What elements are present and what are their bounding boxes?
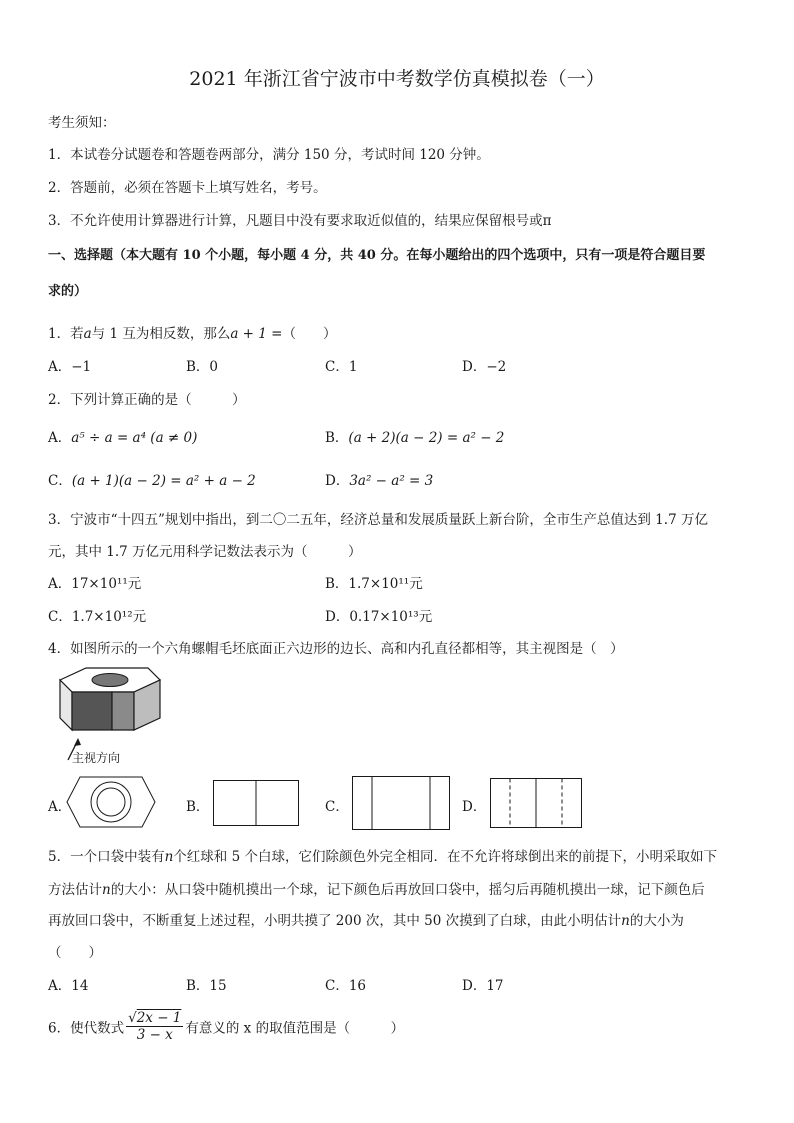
- q4-option-c-label: C．: [325, 799, 349, 815]
- q5-option-b: B．15: [186, 978, 227, 994]
- nut-side-face: [112, 692, 134, 730]
- page-title: 2021 年浙江省宁波市中考数学仿真模拟卷（一）: [189, 68, 605, 90]
- q5-option-c: C．16: [325, 978, 367, 994]
- q6-fraction-denominator: 3 − x: [136, 1027, 173, 1043]
- q2-option-c-label: C．: [48, 473, 72, 489]
- q6-suffix: 有意义的 x 的取值范围是（ ）: [185, 1020, 405, 1037]
- section-heading-line1: 一、选择题（本大题有 10 个小题，每小题 4 分，共 40 分。在每小题给出的四个选项中，只有一项是符合题目要: [48, 248, 706, 263]
- figure-label: 主视方向: [72, 751, 121, 765]
- q6-radicand: 2x − 1: [136, 1010, 182, 1026]
- q2-option-c-expr: (a + 1)(a − 2) = a² + a − 2: [71, 473, 256, 489]
- q5-var-3: n: [621, 913, 630, 929]
- q1-option-a: A．−1: [48, 359, 92, 375]
- q4-option-b-figure: [213, 780, 299, 826]
- q2-option-d-expr: 3a² − a² = 3: [349, 473, 434, 489]
- q5-option-a: A．14: [48, 978, 89, 994]
- q4-option-b-label: B．: [186, 799, 210, 815]
- q2-option-c: [48, 469, 256, 489]
- q4-option-d-label: D．: [462, 799, 487, 815]
- q5-var-1: n: [164, 849, 174, 865]
- question-3-line1: 3．宁波市“十四五”规划中指出，到二〇二五年，经济总量和发展质量跃上新台阶，全市生产总值达到 1.7 万亿: [48, 512, 708, 528]
- question-4-stem: 4．如图所示的一个六角螺帽毛坯底面正六边形的边长、高和内孔直径都相等，其主视图是（ ）: [48, 641, 624, 657]
- q1-expr: a + 1 =: [230, 326, 283, 342]
- q5-line3-b: 的大小为: [629, 913, 684, 929]
- question-5-line1: [48, 845, 717, 865]
- q3-option-c: C．1.7×10¹²元: [48, 609, 147, 625]
- question-2-stem: 2．下列计算正确的是（ ）: [48, 392, 246, 408]
- note-item-3: 3．不允许使用计算器进行计算，凡题目中没有要求取近似值的，结果应保留根号或π: [48, 213, 552, 229]
- question-5-line3: [48, 909, 684, 929]
- q2-option-a-expr: a⁵ ÷ a = a⁴ (a ≠ 0): [71, 430, 198, 446]
- q1-option-c: C．1: [325, 359, 358, 375]
- note-item-2: 2．答题前，必须在答题卡上填写姓名，考号。: [48, 180, 327, 196]
- q4-option-a-figure: [66, 774, 156, 830]
- note-item-1: 1．本试卷分试题卷和答题卷两部分，满分 150 分，考试时间 120 分钟。: [48, 147, 490, 163]
- q2-option-b: [325, 426, 504, 446]
- q1-option-d: D．−2: [462, 359, 507, 375]
- question-6: [48, 1010, 404, 1043]
- notes-heading: 考生须知：: [48, 115, 116, 131]
- question-3-line2: 元，其中 1.7 万亿元用科学记数法表示为（ ）: [48, 544, 362, 560]
- q5-line2-a: 方法估计: [48, 882, 102, 898]
- q3-option-d: D．0.17×10¹³元: [325, 609, 433, 625]
- q6-fraction: [126, 1010, 183, 1043]
- q1-paren: （ ）: [282, 326, 337, 342]
- section-heading-line2: 求的）: [48, 284, 88, 299]
- q2-option-a: [48, 426, 197, 446]
- q3-option-b: B．1.7×10¹¹元: [325, 576, 423, 592]
- nut-hole: [92, 674, 128, 687]
- q4-option-d-figure: [490, 778, 582, 828]
- q6-prefix: 6．使代数式: [48, 1020, 125, 1037]
- q5-option-d: D．17: [462, 978, 504, 994]
- question-5-line2: [48, 878, 705, 898]
- q5-line1-b: 个红球和 5 个白球，它们除颜色外完全相同．在不允许将球倒出来的前提下，小明采取如下: [173, 849, 717, 865]
- q2-option-a-label: A．: [48, 430, 72, 446]
- q5-line2-b: 的大小：从口袋中随机摸出一个球，记下颜色后再放回口袋中，摇匀后再随机摸出一球，记下颜色后: [110, 882, 705, 898]
- q2-option-d-label: D．: [325, 473, 350, 489]
- question-1-stem: [48, 322, 336, 342]
- q2-option-d: [325, 469, 433, 489]
- nut-main-face: [72, 692, 112, 730]
- sqrt-sign: √: [128, 1010, 137, 1026]
- q5-line1-a: 5．一个口袋中装有: [48, 849, 165, 865]
- q2-option-b-expr: (a + 2)(a − 2) = a² − 2: [348, 430, 505, 446]
- q5-var-2: n: [102, 882, 111, 898]
- q1-var: a: [83, 326, 92, 342]
- question-5-line4: （ ）: [48, 945, 102, 961]
- q4-option-c-figure: [352, 776, 450, 830]
- q4-option-a-label: A．: [48, 799, 72, 815]
- q2-option-b-label: B．: [325, 430, 349, 446]
- q5-line3-a: 再放回口袋中，不断重复上述过程，小明共摸了 200 次，其中 50 次摸到了白球，由此小明估计: [48, 913, 622, 929]
- q1-option-b: B．0: [186, 359, 219, 375]
- q6-fraction-numerator: [126, 1010, 183, 1027]
- q3-option-a: A．17×10¹¹元: [48, 576, 142, 592]
- arrow-head: [74, 738, 81, 746]
- q1-prefix: 1．若: [48, 326, 84, 342]
- q1-mid: 与 1 互为相反数，那么: [91, 326, 231, 342]
